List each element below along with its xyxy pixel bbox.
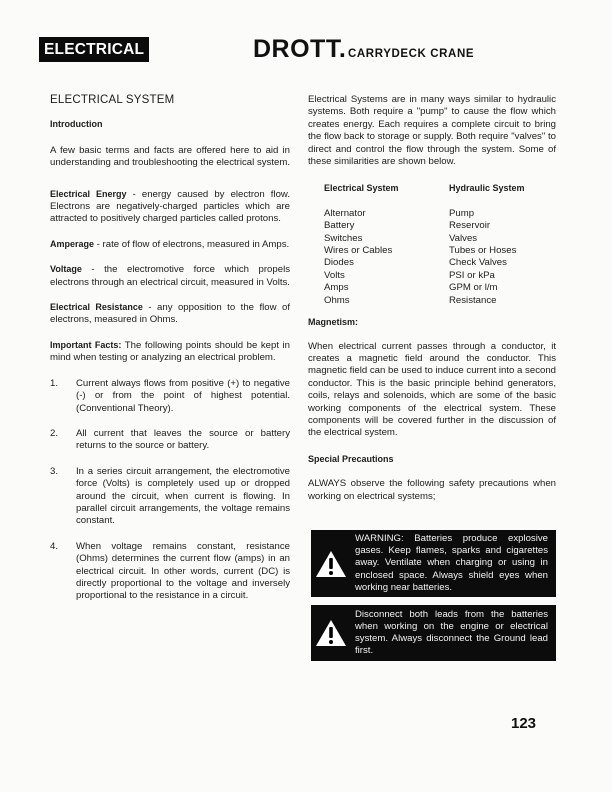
term-definition: - energy caused by electron flow. Electrons are negatively-charged particles which are attracted to positively charged particles called protons. — [50, 188, 291, 225]
comparison-row — [324, 257, 556, 269]
warning-triangle-icon — [311, 550, 351, 578]
comparison-row — [324, 245, 556, 257]
right-column — [308, 94, 556, 503]
electrical-cell: Ohms — [324, 294, 350, 306]
brand-subtitle: CARRYDECK CRANE — [348, 48, 475, 60]
fact-item — [50, 378, 290, 415]
hydraulic-cell: Reservoir — [449, 220, 491, 232]
hydraulic-cell: Check Valves — [449, 257, 507, 269]
warning-text: WARNING: Batteries produce explosive gases. Keep flames, sparks and cigarettes away. Ventilate when charging or using in enclosed space. Always shield eyes when working near batteries. — [355, 533, 548, 593]
warning-box-disconnect — [311, 605, 556, 661]
term-definition: - the electromotive force which propels electrons through an electrical circuit, measured in Volts. — [50, 264, 290, 288]
term-electrical-energy — [50, 188, 290, 226]
left-column — [50, 94, 290, 603]
fact-item — [50, 466, 290, 528]
page-title: ELECTRICAL SYSTEM — [50, 94, 175, 106]
electrical-cell: Switches — [324, 232, 363, 244]
term-voltage — [50, 263, 290, 289]
precautions-text: ALWAYS observe the following safety precautions when working on electrical systems; — [308, 478, 556, 502]
fact-item — [50, 541, 290, 603]
term-label: Important Facts: — [50, 339, 122, 350]
warning-triangle-icon — [311, 619, 351, 647]
comparison-row — [324, 220, 556, 232]
hydraulic-cell: PSI or kPa — [449, 269, 495, 281]
comparison-row — [324, 270, 556, 282]
fact-number: 3. — [50, 465, 59, 477]
hydraulic-cell: Resistance — [449, 294, 497, 306]
column-header: Hydraulic System — [449, 183, 525, 194]
fact-text: Current always flows from positive (+) to negative (-) or from the point of highest potential. (Conventional Theory). — [76, 377, 290, 414]
hydraulic-cell: GPM or l/m — [449, 282, 498, 294]
column-header: Electrical System — [324, 183, 399, 194]
comparison-row — [324, 208, 556, 220]
electrical-cell: Battery — [324, 220, 355, 232]
term-label: Voltage — [50, 264, 82, 275]
intro-text: A few basic terms and facts are offered here to aid in understanding and troubleshooting the electrical system. — [50, 144, 290, 169]
comparison-row — [324, 282, 556, 294]
fact-item — [50, 428, 290, 453]
electrical-cell: Wires or Cables — [324, 245, 393, 257]
term-label: Amperage — [50, 238, 95, 249]
warning-box-batteries — [311, 530, 556, 597]
section-tab: ELECTRICAL — [39, 37, 149, 62]
comparison-row — [324, 233, 556, 245]
right-intro-text: Electrical Systems are in many ways similar to hydraulic systems. Both require a "pump" to cause the flow which creates energy. Each requires a complete circuit to bring the flow back to storage or supply. Both require "valves" to direct and control the flow through the system. Some of these similarities are shown below. — [308, 94, 556, 168]
important-facts — [50, 339, 290, 365]
term-label: Electrical Resistance — [50, 302, 143, 313]
fact-number: 1. — [50, 377, 59, 389]
hydraulic-cell: Tubes or Hoses — [449, 245, 517, 257]
term-definition: - rate of flow of electrons, measured in Amps. — [94, 238, 290, 250]
fact-number: 4. — [50, 540, 59, 552]
warning-text: Disconnect both leads from the batteries when working on the engine or electrical system. Always disconnect the Ground lead first. — [355, 608, 548, 657]
term-definition: - any opposition to the flow of electrons, measured in Ohms. — [50, 302, 290, 326]
hydraulic-cell: Valves — [449, 232, 478, 244]
page-number: 123 — [511, 715, 537, 732]
comparison-table — [324, 182, 556, 307]
electrical-cell: Volts — [324, 269, 345, 281]
term-electrical-resistance — [50, 301, 290, 327]
magnetism-heading: Magnetism: — [308, 317, 359, 328]
comparison-row — [324, 295, 556, 307]
intro-heading: Introduction — [50, 119, 103, 130]
hydraulic-cell: Pump — [449, 207, 475, 219]
fact-text: In a series circuit arrangement, the electromotive force (Volts) is completely used up or dropped around the circuit, when current is flowing. In parallel circuit arrangements, the voltage remains constant. — [76, 465, 290, 527]
term-amperage — [50, 238, 290, 251]
fact-text: All current that leaves the source or battery returns to the source or battery. — [76, 427, 290, 452]
electrical-cell: Diodes — [324, 257, 354, 269]
brand-logo: DROTT. — [253, 35, 347, 63]
comparison-header — [324, 182, 556, 194]
fact-number: 2. — [50, 427, 59, 439]
electrical-cell: Amps — [324, 282, 349, 294]
fact-text: When voltage remains constant, resistance (Ohms) determines the current flow (amps) in an electrical circuit. In other words, current (DC) is directly proportional to the voltage and inversely proportional to the resistance in a circuit. — [76, 540, 290, 602]
term-label: Electrical Energy — [50, 188, 127, 199]
precautions-heading: Special Precautions — [308, 453, 394, 464]
term-definition: The following points should be kept in mind when testing or analyzing an electrical problem. — [50, 339, 290, 364]
magnetism-text: When electrical current passes through a conductor, it creates a magnetic field around the conductor. This magnetic field can be used to induce current into a second conductor. This is the basic principle behind generators, coils, relays and solenoids, which are some of the basic working components of the electrical system. These components will be covered further in the discussion of the electrical system. — [308, 340, 556, 439]
electrical-cell: Alternator — [324, 207, 366, 219]
